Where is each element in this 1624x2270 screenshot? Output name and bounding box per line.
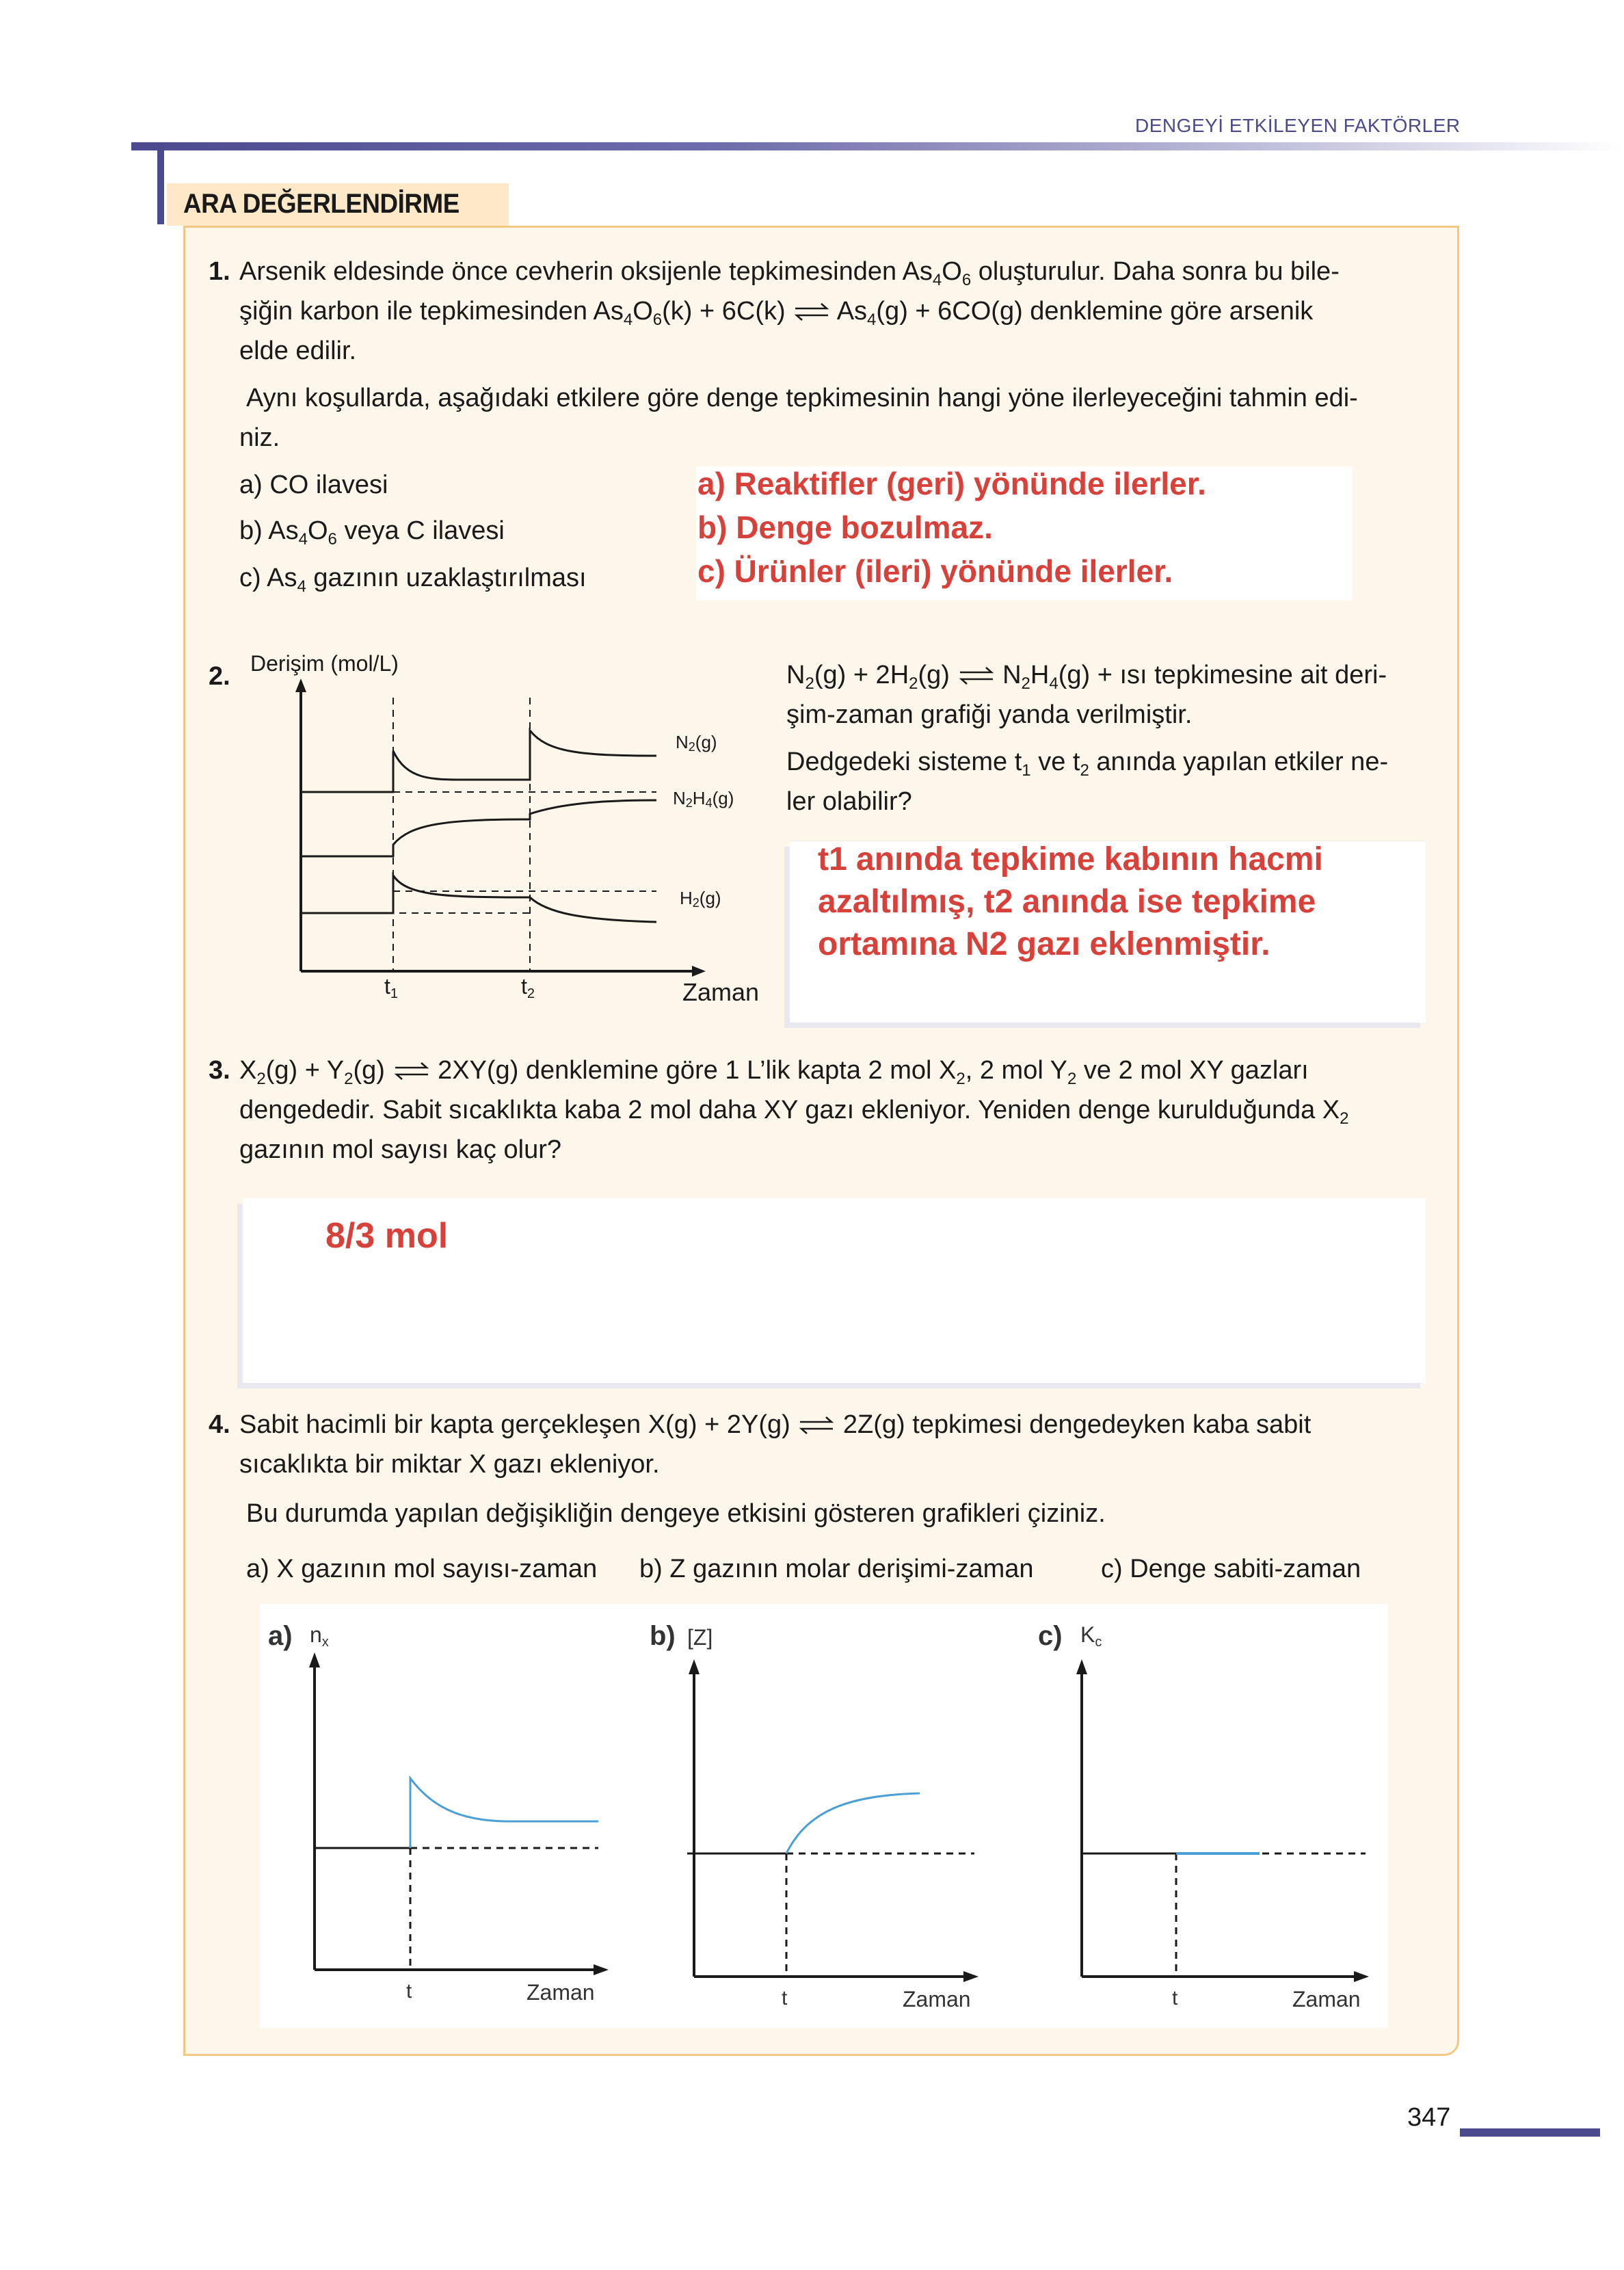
q4-line2: sıcaklıkta bir miktar X gazı ekleniyor. xyxy=(239,1450,660,1479)
q2-text-line2: şim-zaman grafiği yanda verilmiştir. xyxy=(786,700,1193,729)
q1-number: 1. xyxy=(209,257,230,286)
q2-x-axis-arrow-icon xyxy=(692,966,706,977)
q4-graph-a-xlabel: Zaman xyxy=(527,1980,595,2005)
q1-line1: Arsenik eldesinde önce cevherin oksijenle tepkimesinden $As_4O_6$ oluşturulur. Daha sonra bu bile- xyxy=(239,257,1340,289)
footer-rule xyxy=(1460,2128,1600,2137)
q4c-y-arrow-icon xyxy=(1076,1659,1087,1674)
q3-number: 3. xyxy=(209,1056,230,1085)
q2-curve-n2h4 xyxy=(301,800,656,856)
q4-graph-a-t-label: t xyxy=(406,1980,412,2003)
equilibrium-arrow-icon xyxy=(793,302,831,322)
q3-line3: gazının mol sayısı kaç olur? xyxy=(239,1135,561,1164)
header-rule-tab xyxy=(157,142,164,224)
q4a-y-arrow-icon xyxy=(309,1652,320,1667)
q1-para2-line1: Aynı koşullarda, aşağıdaki etkilere göre denge tepkimesinin hangi yöne ilerleyeceğini tahmin edi- xyxy=(246,384,1358,412)
q4-graph-c-t-label: t xyxy=(1172,1987,1178,2009)
q1-option-a: a) CO ilavesi xyxy=(239,471,388,499)
page-number: 347 xyxy=(1407,2103,1451,2132)
q2-number: 2. xyxy=(209,662,230,691)
q1-option-b: b) $As_4O_6$ veya C ilavesi xyxy=(239,516,505,549)
equilibrium-arrow-icon xyxy=(797,1415,836,1436)
q2-label-n2h4: $N_2H_4(g)$ xyxy=(673,788,734,810)
q2-label-h2: $H_2(g)$ xyxy=(680,888,721,910)
q4-option-c: c) Denge sabiti-zaman xyxy=(1101,1555,1361,1583)
q4-graph-b-t-label: t xyxy=(782,1987,788,2009)
q4b-x-arrow-icon xyxy=(963,1971,979,1982)
q4-graph-a-tag: a) xyxy=(268,1621,293,1651)
q2-curve-h2 xyxy=(301,875,656,922)
q2-t2-label: $t_2$ xyxy=(521,974,535,1001)
q3-answer: 8/3 mol xyxy=(325,1216,449,1256)
equilibrium-arrow-icon xyxy=(957,665,996,686)
q4-graph-c-xlabel: Zaman xyxy=(1292,1987,1361,2011)
q2-text-line3: Dedgedeki sisteme $t_1$ ve $t_2$ anında yapılan etkiler ne- xyxy=(786,748,1389,780)
q4-number: 4. xyxy=(209,1410,230,1439)
q4-graph-c xyxy=(1068,1655,1383,1983)
q2-y-axis-arrow-icon xyxy=(295,678,306,692)
q4-para2: Bu durumda yapılan değişikliğin dengeye etkisini gösteren grafikleri çiziniz. xyxy=(246,1499,1106,1528)
q4a-x-arrow-icon xyxy=(594,1964,609,1975)
q4-graph-b xyxy=(680,1655,995,1983)
q4-graph-a-ylabel: $n_x$ xyxy=(310,1622,329,1650)
equilibrium-arrow-icon xyxy=(392,1061,431,1081)
q2-graph-ylabel: Derişim (mol/L) xyxy=(250,651,399,676)
q2-label-n2: $N_2(g)$ xyxy=(676,732,717,754)
q2-text-line1: $N_2(g) + 2H_2(g) N_2H_4(g)$ + ısı tepkimesine ait deri- xyxy=(786,661,1387,693)
q4-option-a: a) X gazının mol sayısı-zaman xyxy=(246,1555,598,1583)
q1-line3: elde edilir. xyxy=(239,336,357,365)
q4-graph-c-ylabel: $K_c$ xyxy=(1080,1622,1102,1650)
q4-graph-b-ylabel: [Z] xyxy=(687,1625,713,1650)
q2-t1-label: $t_1$ xyxy=(384,974,399,1001)
header-rule xyxy=(131,142,1624,150)
q4b-curve xyxy=(786,1793,920,1853)
panel-title: ARA DEĞERLENDİRME xyxy=(183,189,460,219)
q2-answer-line2: azaltılmış, t2 anında ise tepkime xyxy=(818,884,1316,920)
section-header: DENGEYİ ETKİLEYEN FAKTÖRLER xyxy=(1135,115,1461,136)
q4-line1: Sabit hacimli bir kapta gerçekleşen X(g) + 2Y(g) 2Z(g) tepkimesi dengedeyken kaba sabit xyxy=(239,1410,1312,1439)
q2-text-line4: ler olabilir? xyxy=(786,787,912,816)
q2-curve-n2 xyxy=(301,730,656,792)
q4a-curve xyxy=(410,1778,598,1848)
q4-graph-a xyxy=(301,1648,615,1977)
q3-line1: $X_2(g) + Y_2(g)$ 2XY(g) denklemine göre 1 L’lik kapta 2 mol $X_2$, 2 mol $Y_2$ ve 2 mol XY gazları xyxy=(239,1056,1309,1088)
q2-answer-line3: ortamına N2 gazı eklenmiştir. xyxy=(818,926,1270,962)
q1-answer-a: a) Reaktifler (geri) yönünde ilerler. xyxy=(697,466,1206,501)
q1-answer-b: b) Denge bozulmaz. xyxy=(697,510,993,545)
q2-xlabel: Zaman xyxy=(682,978,760,1006)
q1-para2-line2: niz. xyxy=(239,423,280,452)
q2-answer-line1: t1 anında tepkime kabının hacmi xyxy=(818,841,1323,877)
q1-option-c: c) $As_4$ gazının uzaklaştırılması xyxy=(239,564,587,596)
q2-concentration-time-graph xyxy=(274,677,766,1005)
q4-graph-b-xlabel: Zaman xyxy=(903,1987,971,2011)
q4-graph-b-tag: b) xyxy=(650,1621,676,1651)
q1-answer-c: c) Ürünler (ileri) yönünde ilerler. xyxy=(697,553,1173,589)
q3-line2: dengededir. Sabit sıcaklıkta kaba 2 mol daha XY gazı ekleniyor. Yeniden denge kurulduğunda $X_2$ xyxy=(239,1096,1349,1128)
q4c-x-arrow-icon xyxy=(1354,1971,1369,1982)
q4-option-b: b) Z gazının molar derişimi-zaman xyxy=(639,1555,1034,1583)
q1-line2: şiğin karbon ile tepkimesinden $As_4O_6(k) + 6C(k) As_4(g) + 6CO(g)$ denklemine göre arsenik xyxy=(239,297,1314,329)
q4b-y-arrow-icon xyxy=(689,1659,700,1674)
q4-graph-c-tag: c) xyxy=(1038,1621,1063,1651)
